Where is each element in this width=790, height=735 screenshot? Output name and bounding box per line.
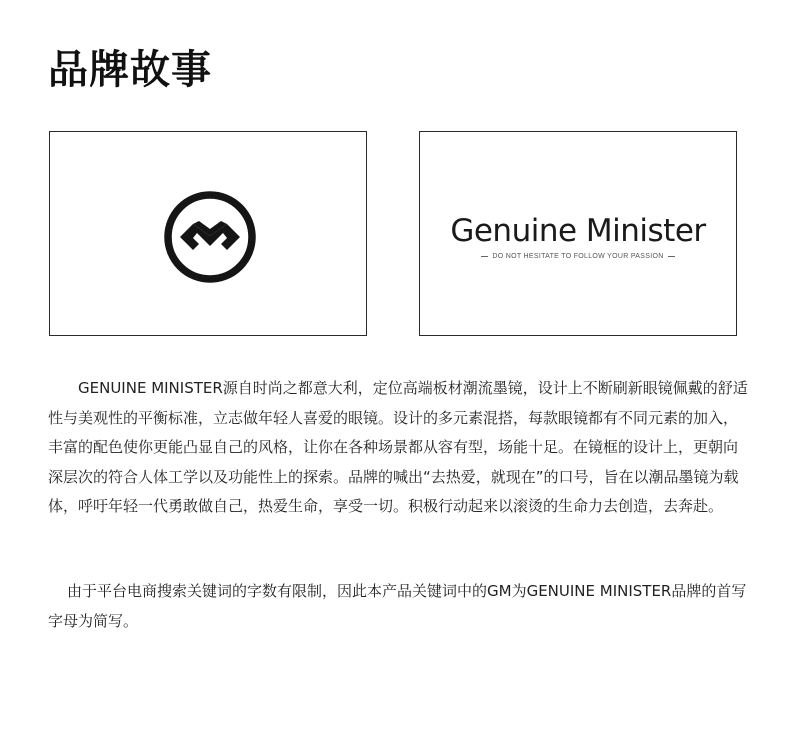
page-title: 品牌故事 — [48, 47, 212, 93]
tagline-row — [420, 253, 736, 260]
keyword-note-paragraph: 由于平台电商搜索关键词的字数有限制，因此本产品关键词中的GM为GENUINE MINISTER品牌的首写字母为简写。 — [48, 582, 747, 630]
gm-circle-logo-icon — [163, 190, 257, 284]
wordmark-card — [419, 131, 737, 336]
logo-card — [49, 131, 367, 336]
brand-story-paragraph: GENUINE MINISTER源自时尚之都意大利，定位高端板材潮流墨镜，设计上不断刷新眼镜佩戴的舒适性与美观性的平衡标准，立志做年轻人喜爱的眼镜。设计的多元素混搭，每款眼镜都有不同元素的加入，丰富的配色使你更能凸显自己的风格，让你在各种场景都从容有型，场能十足。在镜框的设计上，更朝向深层次的符合人体工学以及功能性上的探索。品牌的喊出“去热爱，就现在”的口号，旨在以潮品墨镜为载体，呼吁年轻一代勇敢做自己，热爱生命，享受一切。积极行动起来以滚烫的生命力去创造，去奔赴。 — [48, 379, 748, 515]
tagline-dash-left — [481, 256, 488, 257]
brand-tagline: DO NOT HESITATE TO FOLLOW YOUR PASSION — [492, 253, 664, 260]
brand-wordmark: Genuine Minister — [450, 213, 706, 249]
tagline-dash-right — [668, 256, 675, 257]
